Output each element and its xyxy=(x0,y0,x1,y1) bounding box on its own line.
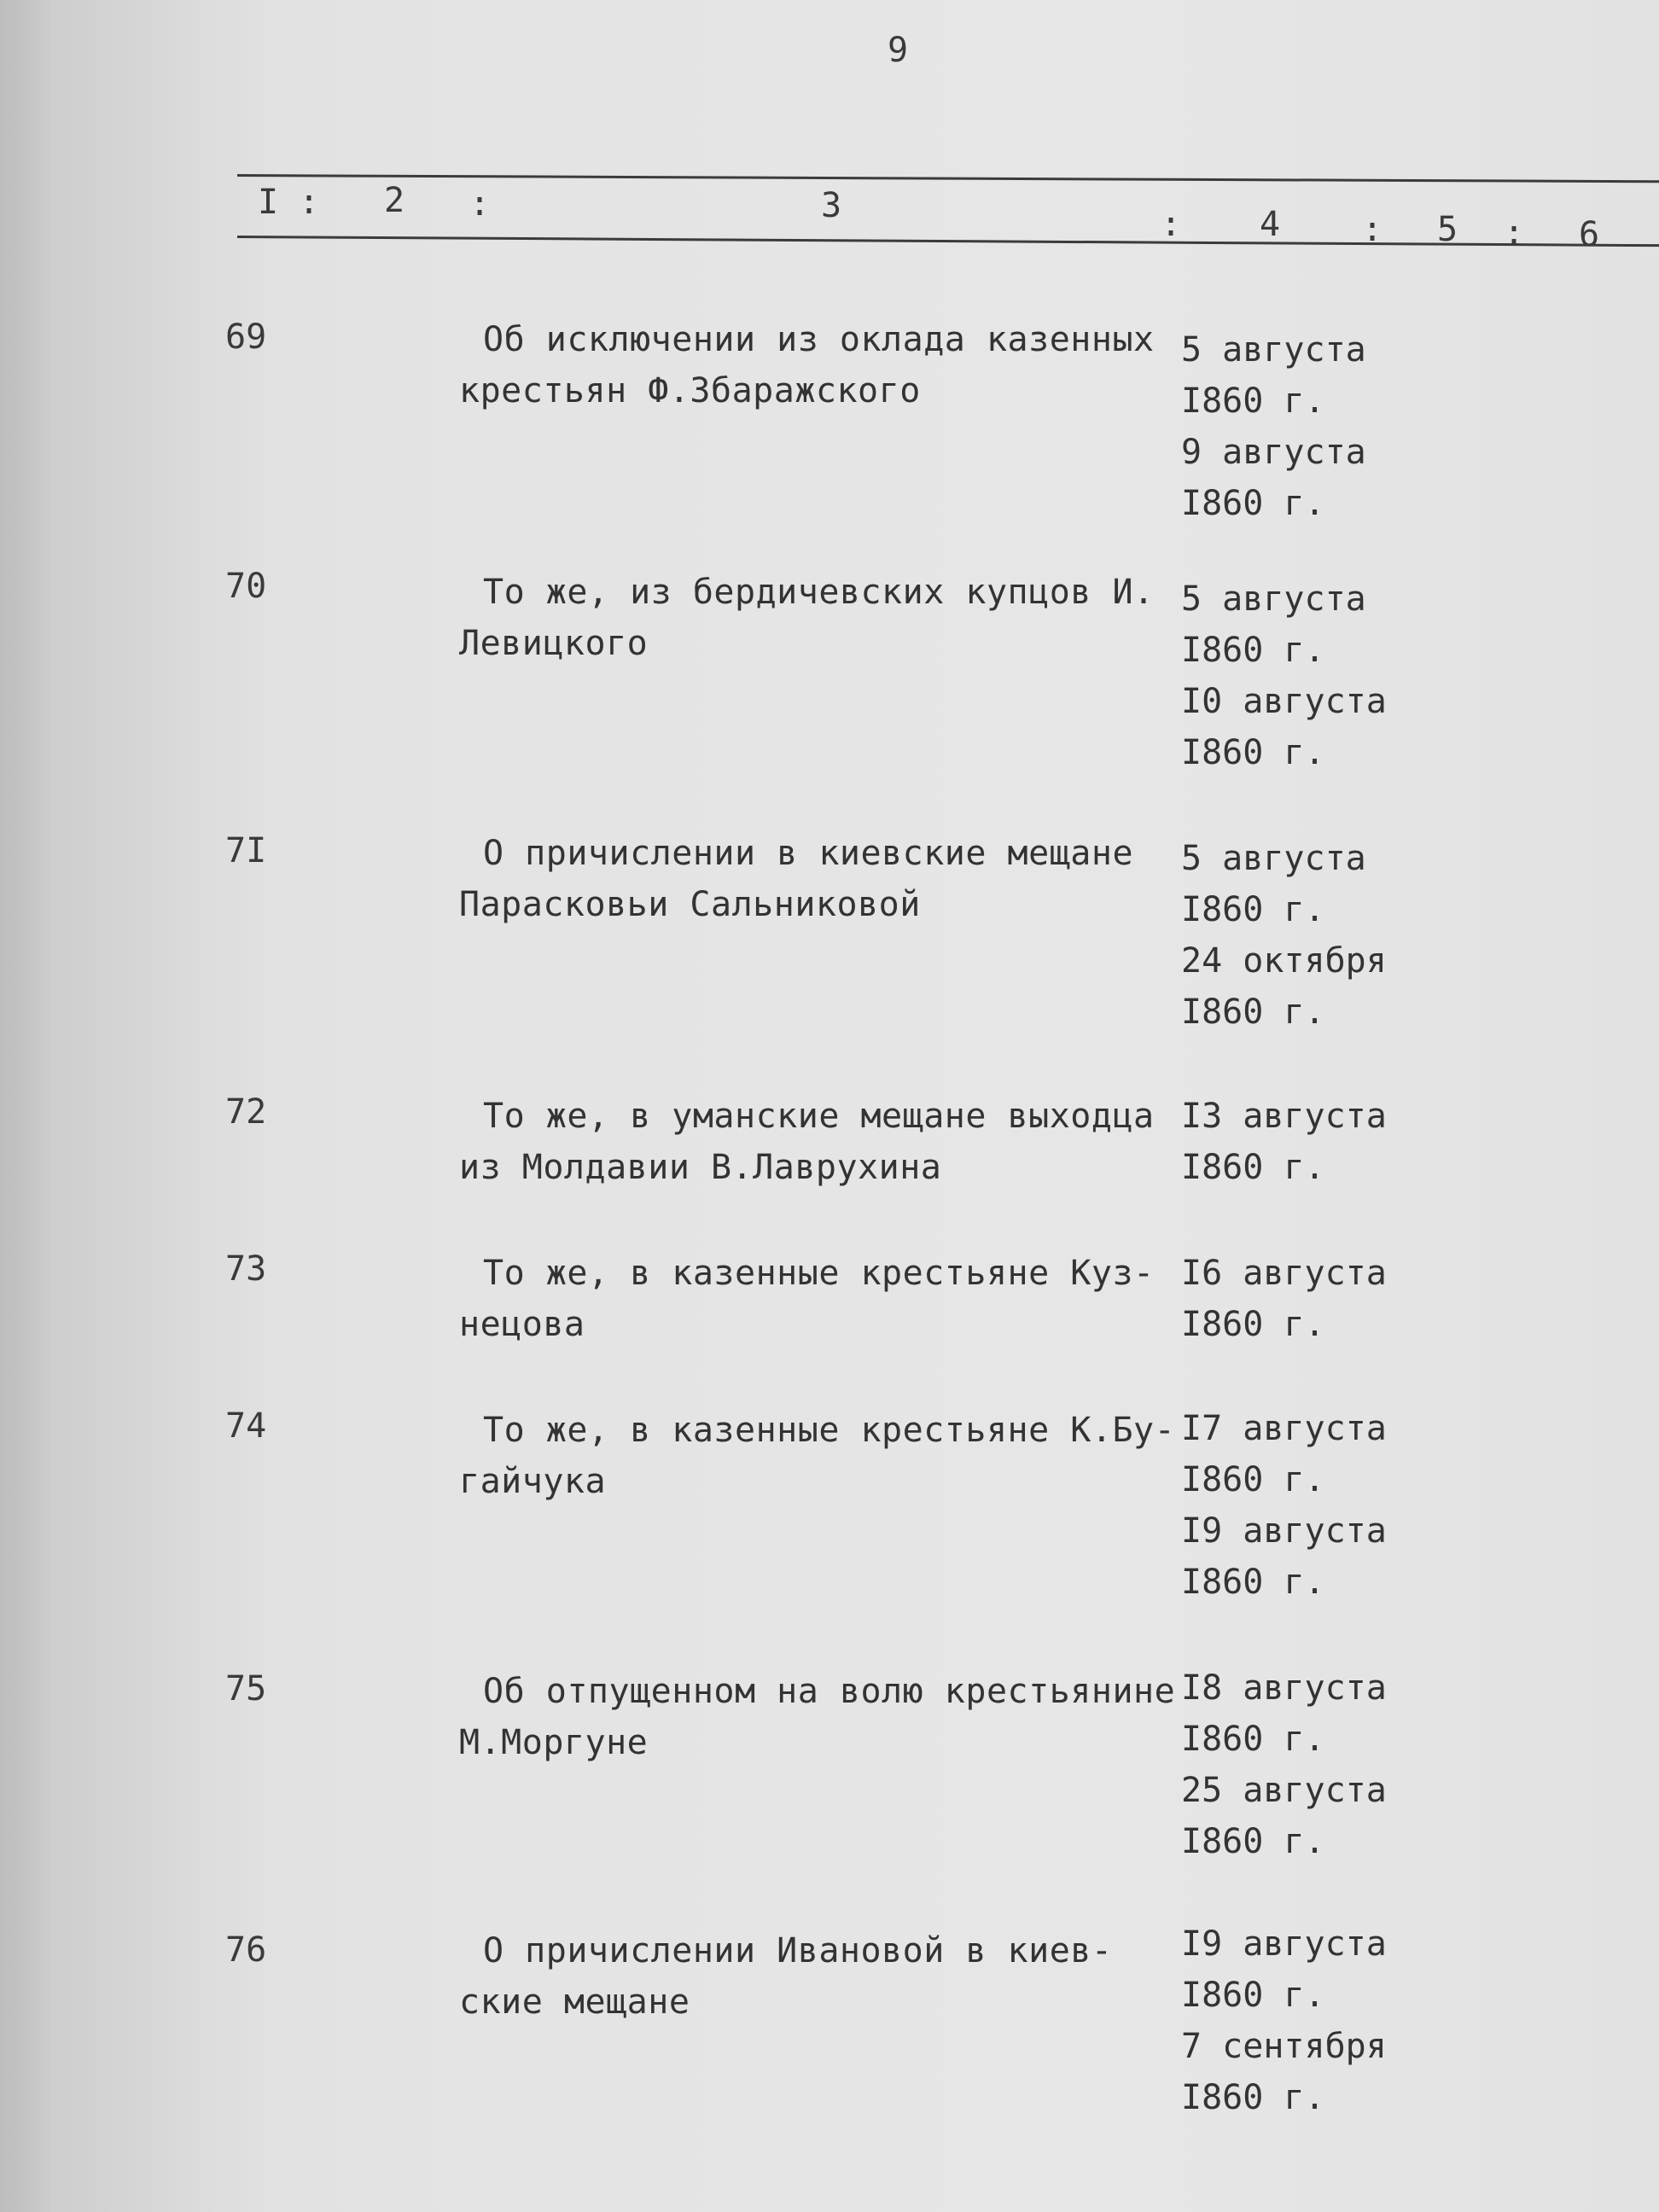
entry-dates xyxy=(1181,573,1429,778)
date-line: I860 г. xyxy=(1181,890,1325,929)
header-top-rule xyxy=(237,174,1659,183)
header-separator: : xyxy=(299,183,320,222)
date-line: I0 августа xyxy=(1181,682,1387,721)
entry-title: Об отпущенном на волю крестьянине М.Моргуне xyxy=(459,1672,1176,1762)
date-line: I860 г. xyxy=(1181,484,1325,523)
date-line: I9 августа xyxy=(1181,1511,1387,1551)
header-col-3: 3 xyxy=(821,186,842,225)
date-line: 24 октября xyxy=(1181,941,1387,981)
entry-number: 70 xyxy=(225,567,267,606)
date-line: I860 г. xyxy=(1181,1460,1325,1499)
date-line: I860 г. xyxy=(1181,2078,1325,2117)
date-line: I6 августа xyxy=(1181,1254,1387,1293)
date-line: I860 г. xyxy=(1181,631,1325,670)
header-col-1: I xyxy=(258,183,279,222)
entry-dates xyxy=(1181,833,1429,1038)
header-col-4: 4 xyxy=(1260,205,1281,244)
date-line: 5 августа xyxy=(1181,839,1366,878)
entry-dates xyxy=(1181,1403,1429,1608)
date-line: I3 августа xyxy=(1181,1097,1387,1136)
entry-title: То же, в уманские мещане выходца из Молдавии В.Лаврухина xyxy=(459,1097,1155,1187)
date-line: I7 августа xyxy=(1181,1409,1387,1448)
entry-number: 75 xyxy=(225,1669,267,1708)
entry-title: То же, в казенные крестьяне Куз-нецова xyxy=(459,1254,1155,1344)
header-separator: : xyxy=(1161,205,1182,244)
header-col-6: 6 xyxy=(1579,215,1600,254)
date-line: I860 г. xyxy=(1181,733,1325,772)
entry-dates xyxy=(1181,324,1429,529)
entry-number: 72 xyxy=(225,1092,267,1132)
date-line: I860 г. xyxy=(1181,381,1325,421)
date-line: I860 г. xyxy=(1181,1305,1325,1344)
date-line: I860 г. xyxy=(1181,1976,1325,2015)
date-line: I860 г. xyxy=(1181,1563,1325,1602)
date-line: I9 августа xyxy=(1181,1924,1387,1964)
binding-shadow xyxy=(0,0,51,2212)
date-line: I860 г. xyxy=(1181,992,1325,1032)
entry-title: То же, из бердичевских купцов И. Левицкого xyxy=(459,573,1155,663)
date-line: 5 августа xyxy=(1181,579,1366,619)
date-line: I860 г. xyxy=(1181,1720,1325,1759)
date-line: I860 г. xyxy=(1181,1148,1325,1187)
entry-number: 73 xyxy=(225,1249,267,1289)
header-col-5: 5 xyxy=(1437,210,1458,249)
entry-dates xyxy=(1181,1248,1429,1350)
entry-dates xyxy=(1181,1918,1429,2123)
page-number: 9 xyxy=(888,31,909,70)
date-line: 9 августа xyxy=(1181,433,1366,472)
date-line: I860 г. xyxy=(1181,1822,1325,1861)
entry-number: 69 xyxy=(225,317,267,357)
header-separator: : xyxy=(469,184,491,224)
entry-number: 76 xyxy=(225,1930,267,1970)
header-separator: : xyxy=(1504,213,1525,253)
entry-dates xyxy=(1181,1091,1429,1193)
date-line: I8 августа xyxy=(1181,1668,1387,1708)
entry-number: 74 xyxy=(225,1406,267,1446)
date-line: 5 августа xyxy=(1181,330,1366,370)
header-separator: : xyxy=(1362,210,1383,249)
header-col-2: 2 xyxy=(384,181,405,220)
entry-title: То же, в казенные крестьяне К.Бу-гайчука xyxy=(459,1411,1176,1501)
date-line: 25 августа xyxy=(1181,1771,1387,1810)
entry-title: Об исключении из оклада казенных крестьян Ф.Збаражского xyxy=(459,320,1155,410)
entry-dates xyxy=(1181,1662,1429,1867)
entry-number: 7I xyxy=(225,831,267,870)
entry-title: О причислении Ивановой в киев-ские мещане xyxy=(459,1931,1113,2022)
entry-title: О причислении в киевские мещане Парасковьи Сальниковой xyxy=(459,834,1134,924)
date-line: 7 сентября xyxy=(1181,2027,1387,2066)
